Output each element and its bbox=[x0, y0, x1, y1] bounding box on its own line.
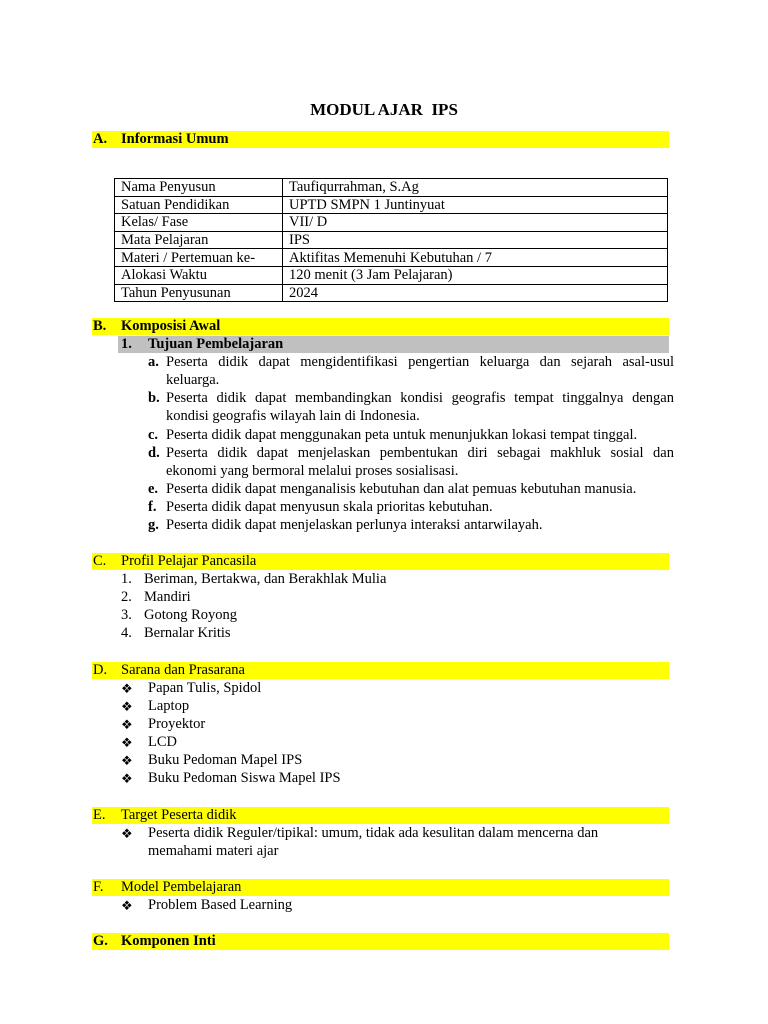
objective-marker: b. bbox=[148, 390, 160, 406]
objective-marker: e. bbox=[148, 481, 159, 497]
section-d-letter: D. bbox=[93, 662, 108, 678]
section-c-heading: Profil Pelajar Pancasila bbox=[121, 553, 257, 569]
section-e-letter: E. bbox=[93, 807, 106, 823]
objective-text: Peserta didik dapat menyusun skala prioritas kebutuhan. bbox=[166, 499, 493, 515]
profile-text: Beriman, Bertakwa, dan Berakhlak Mulia bbox=[144, 571, 387, 587]
section-d-heading: Sarana dan Prasarana bbox=[121, 662, 245, 678]
objective-item bbox=[148, 426, 674, 444]
section-c-letter: C. bbox=[93, 553, 107, 569]
table-row bbox=[115, 266, 668, 284]
diamond-bullet-icon: ❖ bbox=[121, 771, 133, 786]
objective-item bbox=[148, 480, 674, 498]
facility-item: Proyektor bbox=[148, 716, 206, 732]
objective-marker: c. bbox=[148, 427, 159, 443]
objective-text: Peserta didik dapat menjelaskan pembentukan diri sebagai makhluk sosial dan ekonomi yang bermoral melalui proses sosialisasi. bbox=[166, 445, 674, 479]
objective-marker: a. bbox=[148, 354, 159, 370]
subheading-number: 1. bbox=[121, 336, 132, 352]
target-item-continued: memahami materi ajar bbox=[148, 843, 279, 859]
profile-number: 1. bbox=[121, 571, 132, 587]
objective-text: Peserta didik dapat menganalisis kebutuhan dan alat pemuas kebutuhan manusia. bbox=[166, 481, 637, 497]
info-key: Mata Pelajaran bbox=[115, 231, 283, 249]
info-value: VII/ D bbox=[283, 214, 668, 232]
diamond-bullet-icon: ❖ bbox=[121, 717, 133, 732]
objective-text: Peserta didik dapat menggunakan peta untuk menunjukkan lokasi tempat tinggal. bbox=[166, 427, 638, 443]
section-f-heading: Model Pembelajaran bbox=[121, 879, 242, 895]
diamond-bullet-icon: ❖ bbox=[121, 898, 133, 913]
section-g-heading: Komponen Inti bbox=[121, 933, 216, 949]
info-table bbox=[114, 178, 668, 302]
profile-number: 3. bbox=[121, 607, 132, 623]
page-title: MODUL AJAR IPS bbox=[310, 100, 458, 119]
info-key: Nama Penyusun bbox=[115, 179, 283, 197]
info-key: Satuan Pendidikan bbox=[115, 196, 283, 214]
info-value: 2024 bbox=[283, 284, 668, 302]
info-value: Aktifitas Memenuhi Kebutuhan / 7 bbox=[283, 249, 668, 267]
section-a-letter: A. bbox=[93, 131, 108, 147]
profile-text: Gotong Royong bbox=[144, 607, 238, 623]
objective-item bbox=[148, 353, 674, 389]
profile-number: 4. bbox=[121, 625, 132, 641]
info-key: Alokasi Waktu bbox=[115, 266, 283, 284]
objective-item bbox=[148, 516, 674, 534]
table-row bbox=[115, 196, 668, 214]
profile-text: Mandiri bbox=[144, 589, 191, 605]
table-row bbox=[115, 231, 668, 249]
objective-item bbox=[148, 444, 674, 480]
objective-text: Peserta didik dapat menjelaskan perlunya interaksi antarwilayah. bbox=[166, 517, 543, 533]
info-value: Taufiqurrahman, S.Ag bbox=[283, 179, 668, 197]
objective-item bbox=[148, 389, 674, 425]
objective-marker: f. bbox=[148, 499, 157, 515]
objective-text: Peserta didik dapat membandingkan kondisi geografis tempat tinggalnya dengan kondisi geografis wilayah lain di Indonesia. bbox=[166, 390, 674, 424]
facility-item: Buku Pedoman Siswa Mapel IPS bbox=[148, 770, 341, 786]
section-b-heading: Komposisi Awal bbox=[121, 318, 221, 334]
model-item: Problem Based Learning bbox=[148, 897, 293, 913]
facility-item: LCD bbox=[148, 734, 177, 750]
table-row bbox=[115, 214, 668, 232]
diamond-bullet-icon: ❖ bbox=[121, 753, 133, 768]
info-value: IPS bbox=[283, 231, 668, 249]
table-row bbox=[115, 179, 668, 197]
diamond-bullet-icon: ❖ bbox=[121, 826, 133, 841]
table-row bbox=[115, 249, 668, 267]
section-f-letter: F. bbox=[93, 879, 104, 895]
facility-item: Laptop bbox=[148, 698, 190, 714]
objective-item bbox=[148, 498, 674, 516]
diamond-bullet-icon: ❖ bbox=[121, 699, 133, 714]
section-b-letter: B. bbox=[93, 318, 107, 334]
section-e-heading: Target Peserta didik bbox=[121, 807, 237, 823]
subheading-title: Tujuan Pembelajaran bbox=[148, 336, 284, 352]
info-key: Materi / Pertemuan ke- bbox=[115, 249, 283, 267]
profile-text: Bernalar Kritis bbox=[144, 625, 231, 641]
section-a-heading: Informasi Umum bbox=[121, 131, 229, 147]
info-key: Kelas/ Fase bbox=[115, 214, 283, 232]
info-key: Tahun Penyusunan bbox=[115, 284, 283, 302]
profile-number: 2. bbox=[121, 589, 132, 605]
diamond-bullet-icon: ❖ bbox=[121, 735, 133, 750]
diamond-bullet-icon: ❖ bbox=[121, 681, 133, 696]
section-g-letter: G. bbox=[93, 933, 108, 949]
info-value: 120 menit (3 Jam Pelajaran) bbox=[283, 266, 668, 284]
info-value: UPTD SMPN 1 Juntinyuat bbox=[283, 196, 668, 214]
objective-text: Peserta didik dapat mengidentifikasi pengertian keluarga dan sejarah asal-usul keluarga. bbox=[166, 354, 674, 388]
objective-marker: d. bbox=[148, 445, 160, 461]
facility-item: Buku Pedoman Mapel IPS bbox=[148, 752, 303, 768]
objective-marker: g. bbox=[148, 517, 159, 533]
target-item: Peserta didik Reguler/tipikal: umum, tidak ada kesulitan dalam mencerna dan bbox=[148, 825, 599, 841]
facility-item: Papan Tulis, Spidol bbox=[148, 680, 262, 696]
table-row bbox=[115, 284, 668, 302]
